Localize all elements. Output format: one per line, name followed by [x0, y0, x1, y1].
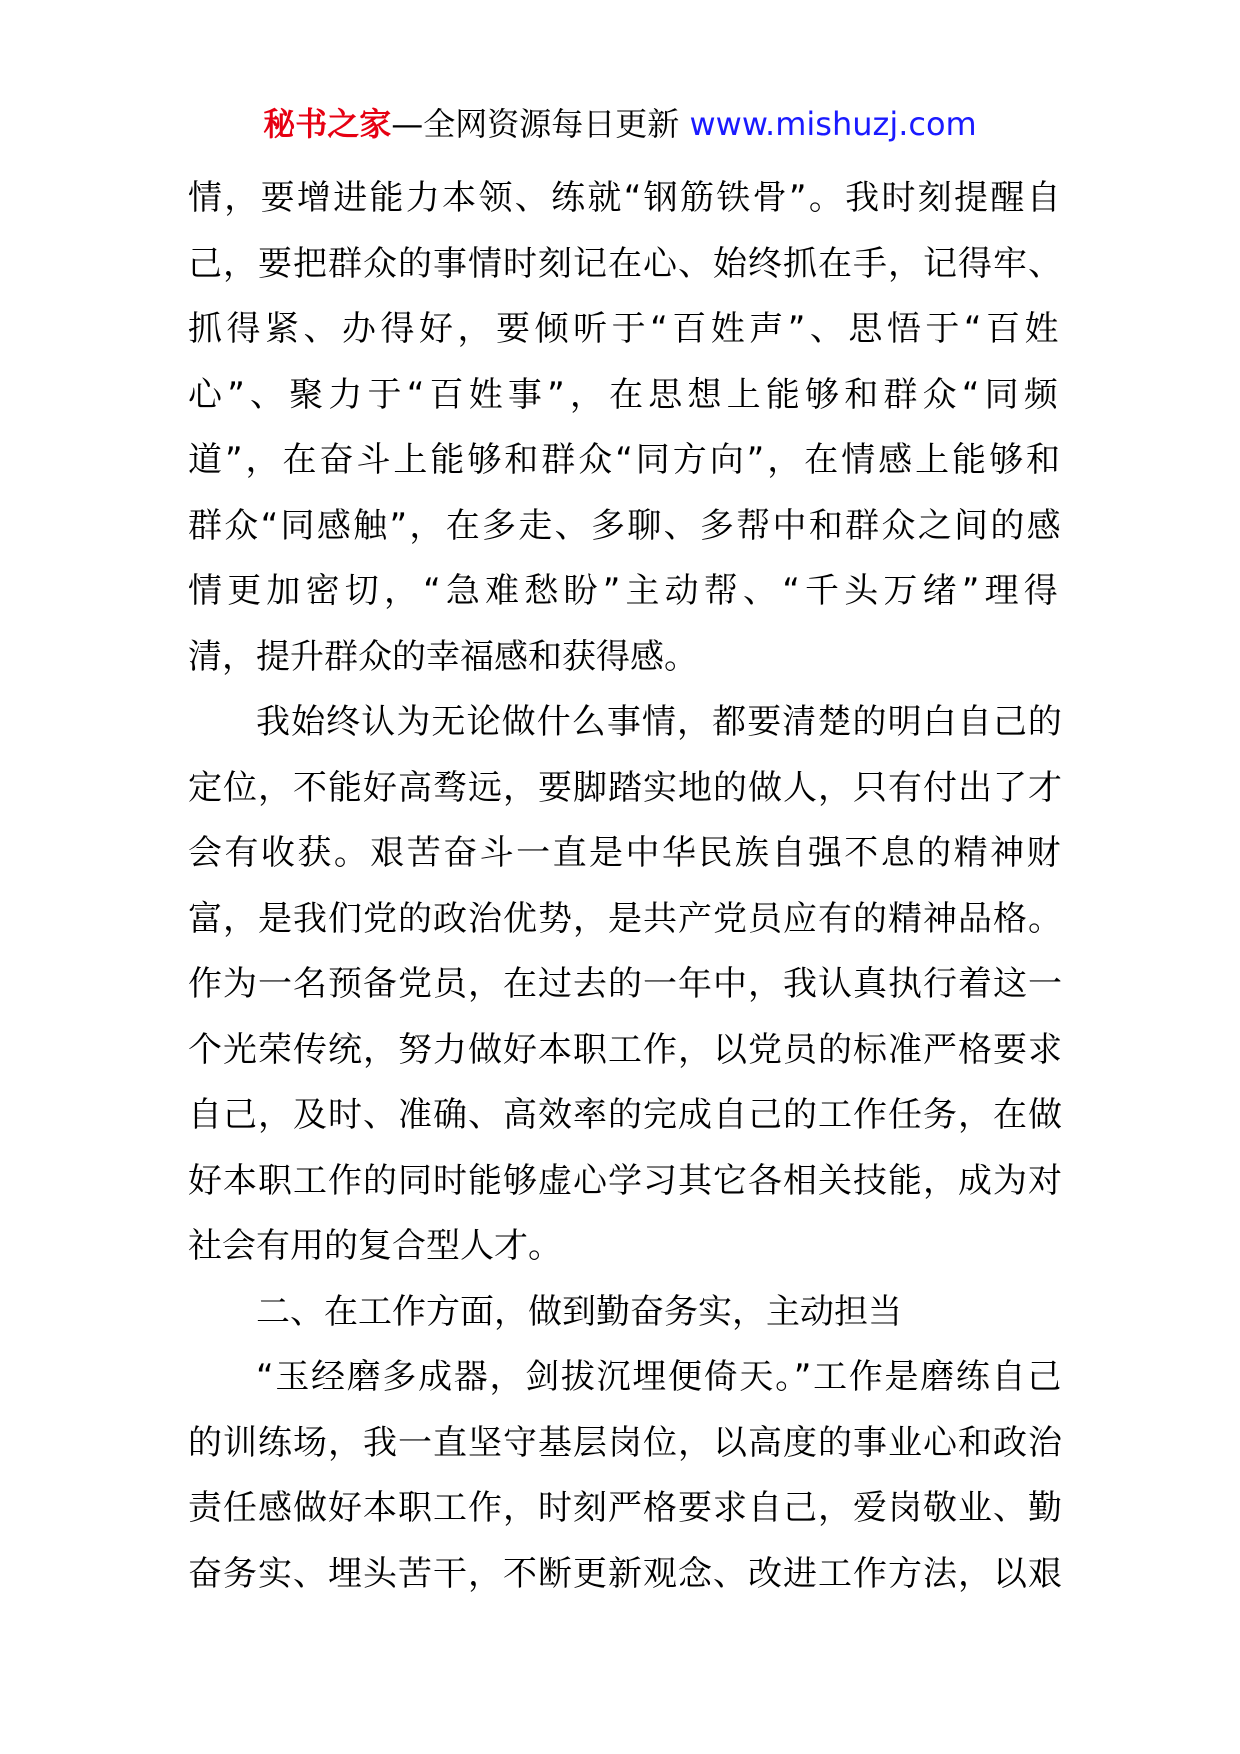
- document-body: [188, 166, 1063, 1607]
- text-line: 自己，及时、准确、高效率的完成自己的工作任务，在做: [188, 1095, 1063, 1135]
- section-heading: 二、在工作方面，做到勤奋务实，主动担当: [256, 1291, 902, 1332]
- site-brand: 秘书之家: [263, 105, 392, 143]
- site-slogan: —全网资源每日更新: [391, 105, 690, 143]
- text-line: 富，是我们党的政治优势，是共产党员应有的精神品格。: [188, 898, 1063, 939]
- text-line: 群众“同感触”，在多走、多聊、多帮中和群众之间的感: [188, 505, 1063, 546]
- text-line: 道”，在奋斗上能够和群众“同方向”，在情感上能够和: [188, 440, 1063, 480]
- text-line: 定位，不能好高骛远，要脚踏实地的做人，只有付出了才: [188, 767, 1063, 808]
- site-url-link[interactable]: www.mishuzj.com: [689, 105, 977, 143]
- text-line: 社会有用的复合型人才。: [188, 1226, 562, 1266]
- paragraph-first-line: “玉经磨多成器，剑拔沉埋便倚天。”工作是磨练自己: [256, 1357, 1063, 1397]
- site-header: [0, 100, 1240, 148]
- text-line: 情更加密切，“急难愁盼”主动帮、“千头万绪”理得: [188, 571, 1063, 611]
- text-line: 心”、聚力于“百姓事”，在思想上能够和群众“同频: [188, 374, 1063, 415]
- text-line: 作为一名预备党员，在过去的一年中，我认真执行着这一: [188, 964, 1063, 1004]
- text-line: 的训练场，我一直坚守基层岗位，以高度的事业心和政治: [188, 1422, 1063, 1463]
- paragraph-first-line: 我始终认为无论做什么事情，都要清楚的明白自己的: [256, 702, 1063, 742]
- text-line: 清，提升群众的幸福感和获得感。: [188, 636, 698, 677]
- text-line: 奋务实、埋头苦干，不断更新观念、改进工作方法，以艰: [188, 1553, 1063, 1594]
- text-line: 好本职工作的同时能够虚心学习其它各相关技能，成为对: [188, 1160, 1063, 1201]
- text-line: 会有收获。艰苦奋斗一直是中华民族自强不息的精神财: [188, 833, 1063, 873]
- text-line: 责任感做好本职工作，时刻严格要求自己，爱岗敬业、勤: [188, 1488, 1063, 1528]
- text-line: 情，要增进能力本领、练就“钢筋铁骨”。我时刻提醒自: [188, 178, 1063, 218]
- text-line: 己，要把群众的事情时刻记在心、始终抓在手，记得牢、: [188, 243, 1063, 284]
- text-line: 抓得紧、办得好，要倾听于“百姓声”、思悟于“百姓: [188, 309, 1063, 349]
- text-line: 个光荣传统，努力做好本职工作，以党员的标准严格要求: [188, 1029, 1063, 1070]
